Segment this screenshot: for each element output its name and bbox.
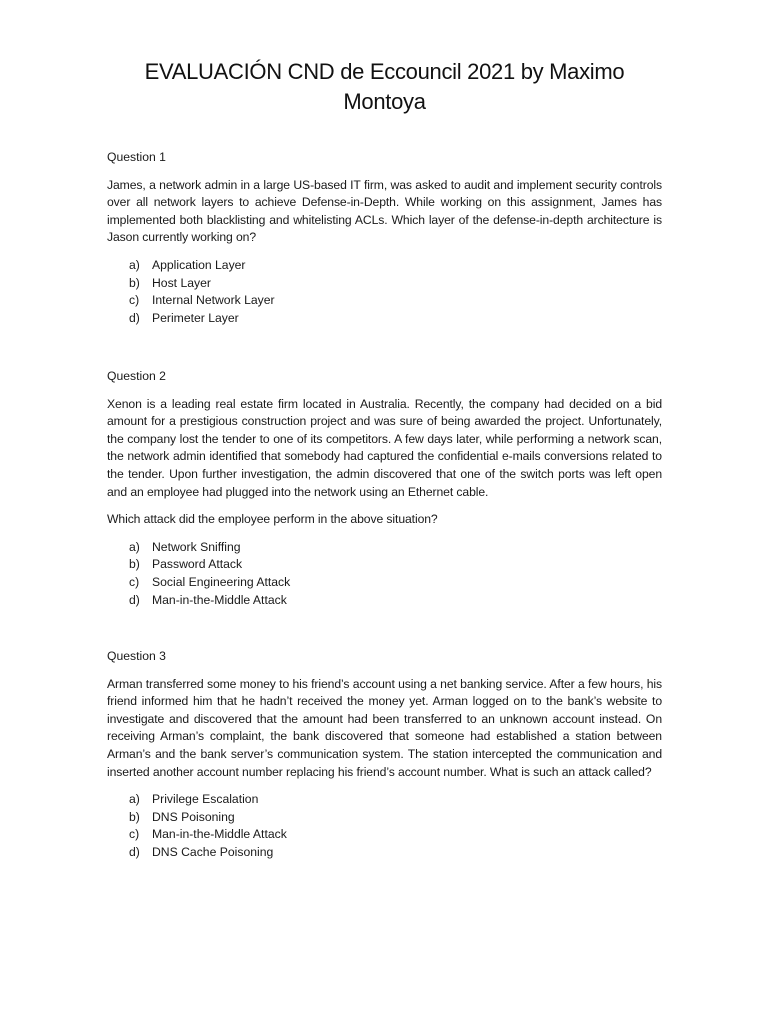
option-text: Password Attack [152,557,243,572]
option-text: Internal Network Layer [152,293,275,308]
option-text: DNS Poisoning [152,809,235,824]
option-letter: d) [129,844,140,859]
option-text: Host Layer [152,275,211,290]
question-prompt: Which attack did the employee perform in the above situation? [107,512,438,527]
option-letter: d) [129,310,140,325]
question-3 [107,648,662,862]
document-title: EVALUACIÓN CND de Eccouncil 2021 by Maximo Montoya [144,59,625,114]
answer-option-b [107,809,662,827]
option-text: Social Engineering Attack [152,574,291,589]
answer-option-d [107,844,662,862]
answer-option-c [107,826,662,844]
option-text: Network Sniffing [152,539,241,554]
answer-option-b [107,275,662,293]
answer-option-b [107,556,662,574]
option-letter: d) [129,592,140,607]
option-letter: a) [129,792,140,807]
option-letter: b) [129,809,140,824]
option-text: Privilege Escalation [152,792,259,807]
question-1 [107,149,662,327]
option-letter: b) [129,275,140,290]
option-letter: c) [129,827,140,842]
answer-option-a [107,257,662,275]
question-text: James, a network admin in a large US-based IT firm, was asked to audit and implement security controls over all network layers to achieve Defense-in-Depth. While working on this assignment, James has implemented both blacklisting and whitelisting ACLs. Which layer of the defense-in-depth architecture is Jason currently working on? [107,177,662,245]
question-text: Xenon is a leading real estate firm located in Australia. Recently, the company had decided on a bid amount for a prestigious construction project and was sure of being awarded the project. Unfortunately, the company lost the tender to one of its competitors. A few days later, while performing a network scan, the network admin identified that somebody had captured the confidential e-mails conversions related to the tender. Upon further investigation, the admin discovered that one of the switch ports was left open and an employee had plugged into the network using an Ethernet cable. [107,396,662,499]
option-letter: a) [129,257,140,272]
option-text: DNS Cache Poisoning [152,844,274,859]
option-letter: c) [129,574,140,589]
answer-option-d [107,310,662,328]
option-letter: a) [129,539,140,554]
option-letter: c) [129,293,140,308]
option-text: Man-in-the-Middle Attack [152,827,287,842]
answer-options [107,791,662,861]
answer-option-a [107,539,662,557]
option-text: Perimeter Layer [152,310,239,325]
question-heading: Question 3 [107,649,166,663]
answer-options [107,539,662,609]
option-letter: b) [129,557,140,572]
answer-option-d [107,592,662,610]
option-text: Application Layer [152,257,246,272]
question-heading: Question 2 [107,369,166,383]
question-2 [107,368,662,609]
answer-option-c [107,574,662,592]
question-heading: Question 1 [107,150,166,164]
answer-options [107,257,662,327]
answer-option-c [107,292,662,310]
question-text: Arman transferred some money to his friend’s account using a net banking service. After a few hours, his friend informed him that he hadn’t received the money yet. Arman logged on to the bank’s website to investigate and discovered that the amount had been transferred to an unknown account instead. On receiving Arman’s complaint, the bank discovered that someone had established a station between Arman’s and the bank server’s communication system. The station intercepted the communication and inserted another account number replacing his friend’s account number. What is such an attack called? [107,676,662,779]
answer-option-a [107,791,662,809]
option-text: Man-in-the-Middle Attack [152,592,287,607]
